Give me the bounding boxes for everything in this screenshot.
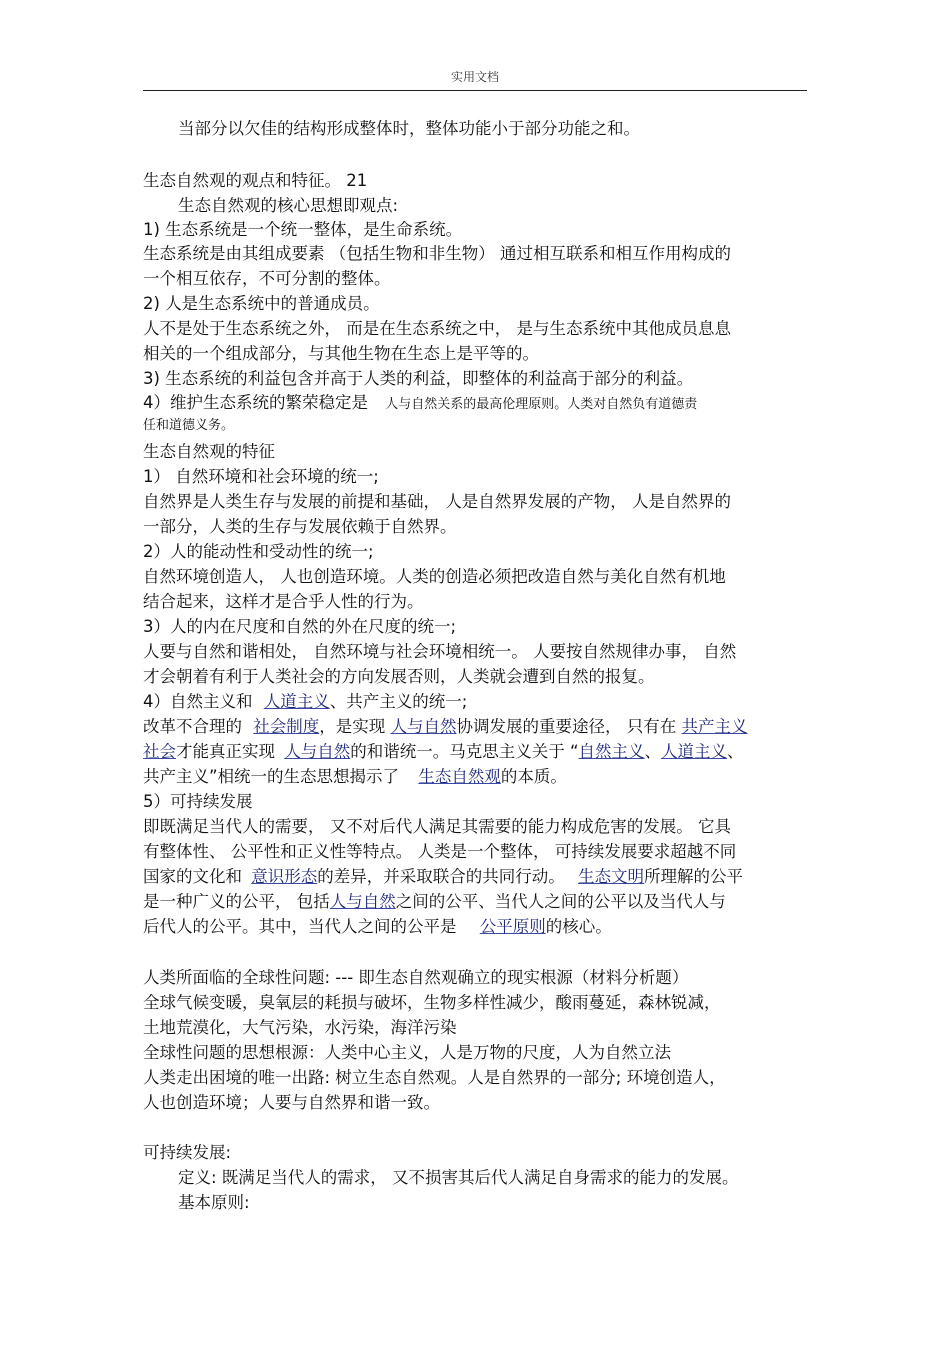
text-line (143, 916, 612, 938)
term-link[interactable]: 人道主义 (661, 742, 728, 761)
text-line: 生态自然观的核心思想即观点: (178, 196, 399, 215)
term-link[interactable]: 人与自然 (329, 892, 396, 911)
text-line: 当部分以欠佳的结构形成整体时，整体功能小于部分功能之和。 (178, 119, 640, 138)
term-link[interactable]: 自然主义 (578, 742, 645, 761)
term-link[interactable]: 人与自然 (390, 717, 457, 736)
text-segment: 、 (644, 742, 662, 761)
term-link[interactable]: 意识形态 (251, 867, 318, 886)
text-line (143, 866, 743, 888)
text-segment: 改革不合理的 (143, 717, 242, 736)
text-segment: 后代人的公平。其中，当代人之间的公平是 (143, 917, 457, 936)
term-link[interactable]: 共产主义 (681, 717, 748, 736)
text-line: 任和道德义务。 (143, 418, 235, 433)
text-line: 基本原则: (178, 1193, 250, 1212)
text-line: 一部分，人类的生存与发展依赖于自然界。 (143, 517, 457, 536)
term-link[interactable]: 生态自然观 (418, 767, 501, 786)
text-line (143, 741, 744, 763)
text-line: 2）人的能动性和受动性的统一; (143, 542, 374, 561)
text-line: 5）可持续发展 (143, 792, 253, 811)
term-link[interactable]: 人与自然 (284, 742, 351, 761)
text-line: 才会朝着有利于人类社会的方向发展否则，人类就会遭到自然的报复。 (143, 667, 655, 686)
text-segment: 4）自然主义和 (143, 692, 253, 711)
text-line: 3）人的内在尺度和自然的外在尺度的统一; (143, 617, 457, 636)
text-line: 相关的一个组成部分，与其他生物在生态上是平等的。 (143, 344, 539, 363)
term-link[interactable]: 社会制度 (253, 717, 320, 736)
text-line: 有整体性、 公平性和正义性等特点。 人类是一个整体， 可持续发展要求超越不同 (143, 842, 737, 861)
text-line: 土地荒漠化，大气污染，水污染，海洋污染 (143, 1018, 457, 1037)
term-link[interactable]: 生态文明 (578, 867, 644, 886)
text-segment: 人与自然关系的最高伦理原则。人类对自然负有道德责 (385, 397, 698, 412)
text-line: 2) 人是生态系统中的普通成员。 (143, 294, 380, 313)
term-link[interactable]: 人道主义 (263, 692, 330, 711)
text-segment: 协调发展的重要途径， 只有在 (456, 717, 677, 736)
header-rule (143, 90, 807, 91)
text-line: 结合起来，这样才是合乎人性的行为。 (143, 592, 424, 611)
text-line: 人要与自然和谐相处， 自然环境与社会环境相统一。 人要按自然规律办事， 自然 (143, 642, 737, 661)
text-segment: 4）维护生态系统的繁荣稳定是 (143, 393, 368, 412)
text-line (143, 766, 567, 788)
term-link[interactable]: 公平原则 (479, 917, 546, 936)
text-segment: 国家的文化和 (143, 867, 242, 886)
text-line: 人不是处于生态系统之外， 而是在生态系统之中， 是与生态系统中其他成员息息 (143, 319, 731, 338)
text-line: 人也创造环境；人要与自然界和谐一致。 (143, 1093, 440, 1112)
text-segment: 、共产主义的统一; (329, 692, 468, 711)
page-header: 实用文档 (450, 70, 499, 84)
text-line: 人类走出困境的唯一出路: 树立生态自然观。人是自然界的一部分; 环境创造人， (143, 1068, 726, 1087)
text-line: 全球气候变暖，臭氧层的耗损与破坏，生物多样性减少，酸雨蔓延，森林锐减， (143, 993, 721, 1012)
text-line (143, 691, 467, 713)
text-line: 即既满足当代人的需要， 又不对后代人满足其需要的能力构成危害的发展。 它具 (143, 817, 731, 836)
text-line: 自然界是人类生存与发展的前提和基础， 人是自然界发展的产物， 人是自然界的 (143, 492, 731, 511)
text-line: 全球性问题的思想根源：人类中心主义，人是万物的尺度，人为自然立法 (143, 1043, 671, 1062)
text-segment: 、 (727, 742, 744, 761)
text-line (143, 392, 697, 414)
text-segment: 的和谐统一。马克思主义关于 “ (350, 742, 579, 761)
text-line: 定义: 既满足当代人的需求， 又不损害其后代人满足自身需求的能力的发展。 (178, 1168, 739, 1187)
text-line: 生态系统是由其组成要素 （包括生物和非生物） 通过相互联系和相互作用构成的 (143, 244, 731, 263)
text-line: 1） 自然环境和社会环境的统一; (143, 467, 379, 486)
text-line: 自然环境创造人， 人也创造环境。人类的创造必须把改造自然与美化自然有机地 (143, 567, 726, 586)
text-segment: 的差异，并采取联合的共同行动。 (317, 867, 565, 886)
text-segment: 才能真正实现 (176, 742, 275, 761)
text-segment: 所理解的公平 (644, 867, 743, 886)
text-line: 1) 生态系统是一个统一整体，是生命系统。 (143, 220, 463, 239)
section-heading: 生态自然观的特征 (143, 442, 275, 461)
section-heading: 人类所面临的全球性问题: --- 即生态自然观确立的现实根源（材料分析题） (143, 968, 689, 987)
text-line (143, 891, 726, 913)
text-segment: 是一种广义的公平， 包括 (143, 892, 330, 911)
section-heading: 可持续发展: (143, 1143, 232, 1162)
text-segment: 的本质。 (500, 767, 567, 786)
term-link[interactable]: 社会 (143, 742, 176, 761)
text-line: 3) 生态系统的利益包含并高于人类的利益，即整体的利益高于部分的利益。 (143, 369, 694, 388)
section-heading: 生态自然观的观点和特征。 21 (143, 171, 368, 190)
text-segment: 的核心。 (545, 917, 612, 936)
text-line (143, 716, 748, 738)
text-line: 一个相互依存，不可分割的整体。 (143, 269, 391, 288)
text-segment: 之间的公平、当代人之间的公平以及当代人与 (395, 892, 726, 911)
text-segment: ，是实现 (319, 717, 386, 736)
text-segment: 共产主义”相统一的生态思想揭示了 (143, 767, 400, 786)
